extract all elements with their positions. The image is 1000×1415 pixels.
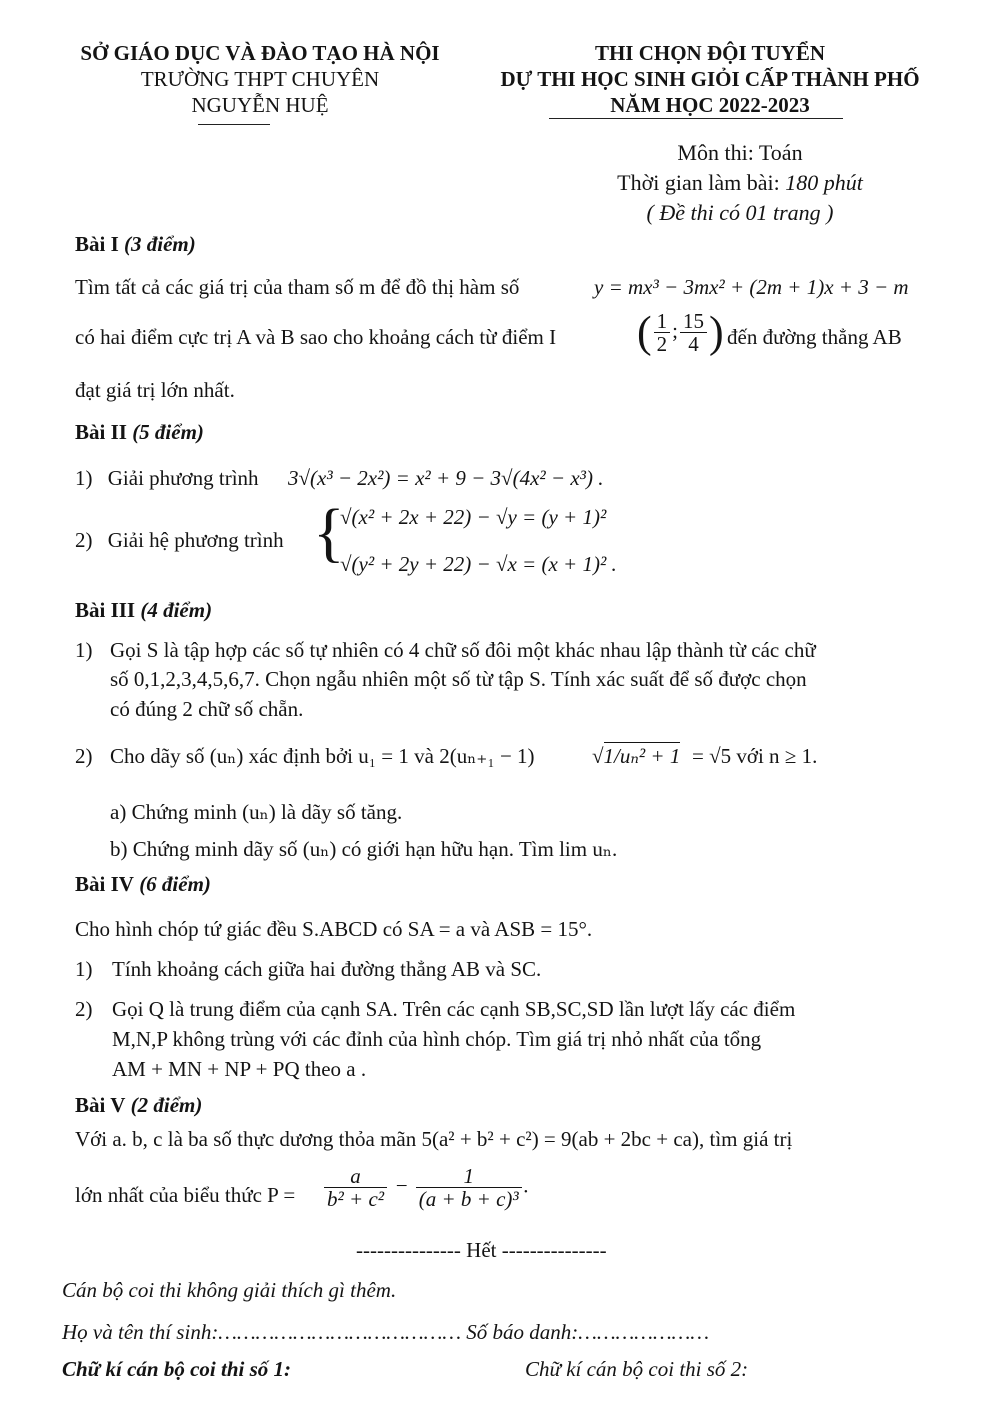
system-equation-2: √(y² + 2y + 22) − √x = (x + 1)² . (340, 552, 617, 576)
section-3-q1-line3: có đúng 2 chữ số chẵn. (110, 697, 304, 721)
section-1-line3: đạt giá trị lớn nhất. (75, 378, 235, 402)
section-1-line2: có hai điểm cực trị A và B sao cho khoảng cách từ điểm I (75, 325, 557, 349)
section-3-q2-text: Cho dãy số (uₙ) xác định bởi u₁ = 1 và 2(uₙ₊₁ − 1) (110, 744, 535, 768)
system-equation-1: √(x² + 2x + 22) − √y = (y + 1)² (340, 505, 607, 529)
section-4-intro: Cho hình chóp tứ giác đều S.ABCD có SA = a và ASB = 15°. (75, 917, 593, 941)
exam-title: THI CHỌN ĐỘI TUYỂN (594, 41, 826, 65)
end-marker: --------------- Hết --------------- (356, 1238, 607, 1262)
section-4-q1: Tính khoảng cách giữa hai đường thẳng AB và SC. (112, 957, 542, 981)
section-3-q2a: a) Chứng minh (uₙ) là dãy số tăng. (110, 800, 403, 824)
section-1-line2-end: đến đường thẳng AB (727, 325, 902, 349)
section-2-q1: 1) Giải phương trình (75, 466, 259, 490)
section-2-heading: Bài II (5 điểm) (75, 420, 204, 444)
section-4-heading: Bài IV (6 điểm) (75, 872, 211, 896)
section-3-q1-line1: Gọi S là tập hợp các số tự nhiên có 4 chữ số đôi một khác nhau lập thành từ các chữ (110, 638, 816, 662)
section-3-q1-label: 1) (75, 638, 93, 662)
section-1-line1: Tìm tất cả các giá trị của tham số m để đồ thị hàm số (75, 275, 520, 299)
section-5-heading: Bài V (2 điểm) (75, 1093, 203, 1117)
section-4-q2-line2: M,N,P không trùng với các đỉnh của hình chóp. Tìm giá trị nhỏ nhất của tổng (112, 1027, 762, 1051)
point-i-coordinates: ( $\frac{1}{2}$ ; $\frac{15}{4}$ ) (637, 307, 724, 357)
section-1-function: y = mx³ − 3mx² + (2m + 1)x + 3 − m (594, 275, 909, 299)
page-count: ( Đề thi có 01 trang ) (646, 200, 834, 225)
header-underline-right (549, 118, 843, 119)
section-4-q2-line3: AM + MN + NP + PQ theo a . (112, 1057, 367, 1081)
signature-proctor-1: Chữ kí cán bộ coi thi số 1: (62, 1357, 292, 1381)
section-3-q1-line2: số 0,1,2,3,4,5,6,7. Chọn ngẫu nhiên một số từ tập S. Tính xác suất để số được chọn (110, 667, 807, 691)
subject: Môn thi: Toán (677, 140, 803, 165)
school-header (50, 40, 470, 118)
signature-proctor-2: Chữ kí cán bộ coi thi số 2: (525, 1357, 749, 1381)
section-3-q2-root: √1/uₙ² + 1 (592, 744, 681, 768)
section-3-q2-label: 2) (75, 744, 93, 768)
proctor-note: Cán bộ coi thi không giải thích gì thêm. (62, 1278, 397, 1302)
exam-subtitle: DỰ THI HỌC SINH GIỎI CẤP THÀNH PHỐ (500, 67, 920, 91)
section-3-q2-end: = √5 với n ≥ 1. (692, 744, 818, 768)
time-value: 180 phút (785, 170, 863, 195)
section-4-q1-label: 1) (75, 957, 93, 981)
section-2-equation: 3√(x³ − 2x²) = x² + 9 − 3√(4x² − x³) . (288, 466, 604, 490)
department-name: SỞ GIÁO DỤC VÀ ĐÀO TẠO HÀ NỘI (80, 41, 440, 65)
header-underline-left (198, 124, 270, 125)
system-brace: { (313, 496, 345, 569)
school-name-line1: TRƯỜNG THPT CHUYÊN (140, 67, 380, 91)
school-name-line2: NGUYỄN HUỆ (191, 93, 329, 117)
candidate-info: Họ và tên thí sinh:………………………………… Số báo danh:………………… (62, 1320, 710, 1344)
exam-meta (520, 138, 960, 228)
section-2-q2: 2) Giải hệ phương trình (75, 528, 284, 552)
section-3-heading: Bài III (4 điểm) (75, 598, 213, 622)
exam-header (470, 40, 950, 118)
section-5-line2: lớn nhất của biểu thức P = (75, 1183, 296, 1207)
section-5-line1: Với a. b, c là ba số thực dương thỏa mãn 5(a² + b² + c²) = 9(ab + 2bc + ca), tìm giá trị (75, 1127, 793, 1151)
expression-p: $\frac{a}{\text{b² + c²}}$ − $\frac{1}{\text{(a + b + c)³}}$ . (322, 1165, 529, 1210)
section-1-heading: Bài I (3 điểm) (75, 232, 196, 256)
section-3-q2b: b) Chứng minh dãy số (uₙ) có giới hạn hữu hạn. Tìm lim uₙ. (110, 837, 618, 861)
section-4-q2-line1: Gọi Q là trung điểm của cạnh SA. Trên các cạnh SB,SC,SD lần lượt lấy các điểm (112, 997, 796, 1021)
school-year: NĂM HỌC 2022-2023 (610, 93, 810, 117)
time-line: Thời gian làm bài: 180 phút (617, 170, 863, 195)
section-4-q2-label: 2) (75, 997, 93, 1021)
